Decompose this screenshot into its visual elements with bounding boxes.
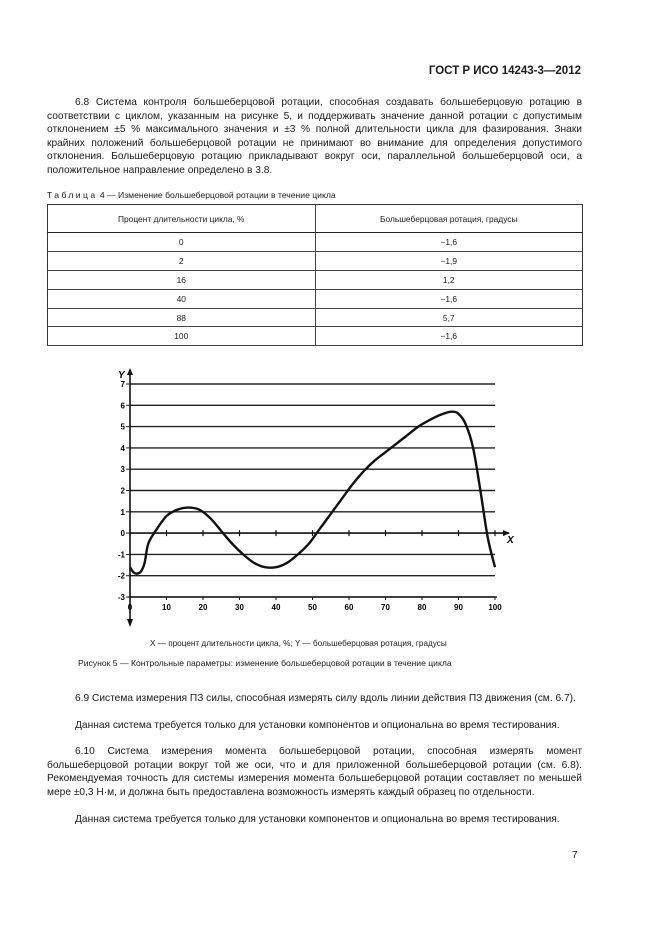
x-axis-label: X — [507, 535, 514, 547]
paragraph-6-8-text: 6.8 Система контроля большеберцовой ротации, способная создавать большеберцовую ротацию в соответствии с циклом, указанным на рисунке 5, и поддерживать значение данной ротации с допустимым отклонением ±5 % максимального значения и ±3 % полной длительности цикла для фазирования. Знаки крайних положений большеберцовой ротации не принимают во внимание для определения допустимого отклонения. Большеберцовую ротацию прикладывают вокруг оси, параллельной большеберцовой оси, а положительное направление определено в 3.8. — [47, 97, 582, 176]
tick-label-y: -3 — [117, 593, 125, 602]
cell-rotation: 1,2 — [315, 270, 583, 289]
tick-label-x: 80 — [417, 603, 427, 612]
tick-label-x: 10 — [162, 603, 171, 612]
col-header-rotation: Большеберцовая ротация, градусы — [315, 205, 583, 233]
cell-rotation: −1,6 — [315, 289, 583, 308]
paragraph-6-10-note — [47, 813, 582, 827]
cell-percent: 88 — [48, 308, 316, 327]
tick-label-y: 2 — [120, 486, 125, 496]
tick-label-y: -2 — [117, 571, 125, 581]
paragraph-6-8 — [47, 96, 582, 177]
figure-legend: X — процент длительности цикла, %; Y — большеберцовая ротация, градусы — [150, 639, 447, 648]
chart-ticks — [118, 380, 502, 612]
tick-label-x: 100 — [488, 603, 502, 612]
tick-label-x: 30 — [235, 603, 244, 612]
cell-rotation: 5,7 — [315, 308, 583, 327]
tick-label-y: 3 — [120, 465, 125, 475]
col-header-percent: Процент длительности цикла, % — [48, 205, 316, 233]
figure-caption: Рисунок 5 — Контрольные параметры: изменение большеберцовой ротации в течение цикла — [78, 658, 452, 668]
paragraph-6-9-text: 6.9 Система измерения ПЗ силы, способная измерять силу вдоль линии действия ПЗ движения (см. 6.7). — [75, 693, 576, 704]
table-row — [48, 327, 583, 346]
table-caption — [47, 190, 336, 200]
cell-percent: 16 — [48, 270, 316, 289]
table-header-row — [48, 205, 583, 233]
tick-label-x: 0 — [127, 603, 133, 612]
tick-label-x: 40 — [271, 603, 281, 612]
table-caption-word: Таблица — [47, 190, 98, 200]
cell-rotation: −1,6 — [315, 327, 583, 346]
tick-label-y: 1 — [120, 507, 125, 517]
y-axis-arrow-up — [127, 368, 133, 375]
tick-label-x: 90 — [454, 603, 463, 612]
tick-label-y: 6 — [120, 401, 125, 411]
cell-rotation: −1,6 — [315, 233, 583, 252]
document-header: ГОСТ Р ИСО 14243-3—2012 — [428, 65, 581, 77]
y-axis-arrow-down — [127, 619, 133, 627]
tick-label-x: 60 — [344, 603, 354, 612]
table-row — [48, 233, 583, 252]
series-line — [130, 412, 495, 574]
page-number: 7 — [572, 850, 578, 861]
tick-label-y: 4 — [120, 443, 125, 453]
paragraph-6-10-note-text: Данная система требуется только для установки компонентов и опциональна во время тестирования. — [75, 814, 560, 825]
paragraph-6-9-note — [47, 719, 582, 733]
table-caption-text: 4 — Изменение большеберцовой ротации в течение цикла — [99, 190, 336, 200]
cell-percent: 40 — [48, 289, 316, 308]
paragraph-6-10-text: 6.10 Система измерения момента большеберцовой ротации, способная измерять момент большеберцовой ротации вокруг той же оси, что и для приложенной большеберцовой ротации (см. 6.8). Рекомендуемая точность для системы измерения момента большеберцовой ротации составляет по меньшей мере ±0,3 Н·м, и должна быть предоставлена возможность измерять каждый образец по отдельности. — [47, 746, 582, 798]
tick-label-y: 5 — [120, 422, 125, 432]
cell-rotation: −1,9 — [315, 251, 583, 270]
paragraph-6-9 — [47, 692, 582, 706]
tick-label-y: -1 — [117, 550, 125, 560]
y-axis-label: Y — [118, 370, 125, 381]
paragraph-6-9-note-text: Данная система требуется только для установки компонентов и опциональна во время тестирования. — [75, 720, 560, 731]
cell-percent: 2 — [48, 251, 316, 270]
rotation-chart — [108, 363, 528, 633]
cell-percent: 0 — [48, 233, 316, 252]
table-row — [48, 289, 583, 308]
tick-label-x: 50 — [308, 603, 317, 612]
table-row — [48, 251, 583, 270]
tick-label-y: 0 — [120, 529, 125, 539]
tick-label-x: 70 — [381, 603, 390, 612]
tick-label-y: 7 — [120, 380, 125, 389]
paragraph-6-10 — [47, 745, 582, 799]
rotation-table — [47, 204, 583, 346]
chart-axes — [127, 368, 510, 627]
tick-label-x: 20 — [198, 603, 208, 612]
table-row — [48, 270, 583, 289]
table-row — [48, 308, 583, 327]
cell-percent: 100 — [48, 327, 316, 346]
